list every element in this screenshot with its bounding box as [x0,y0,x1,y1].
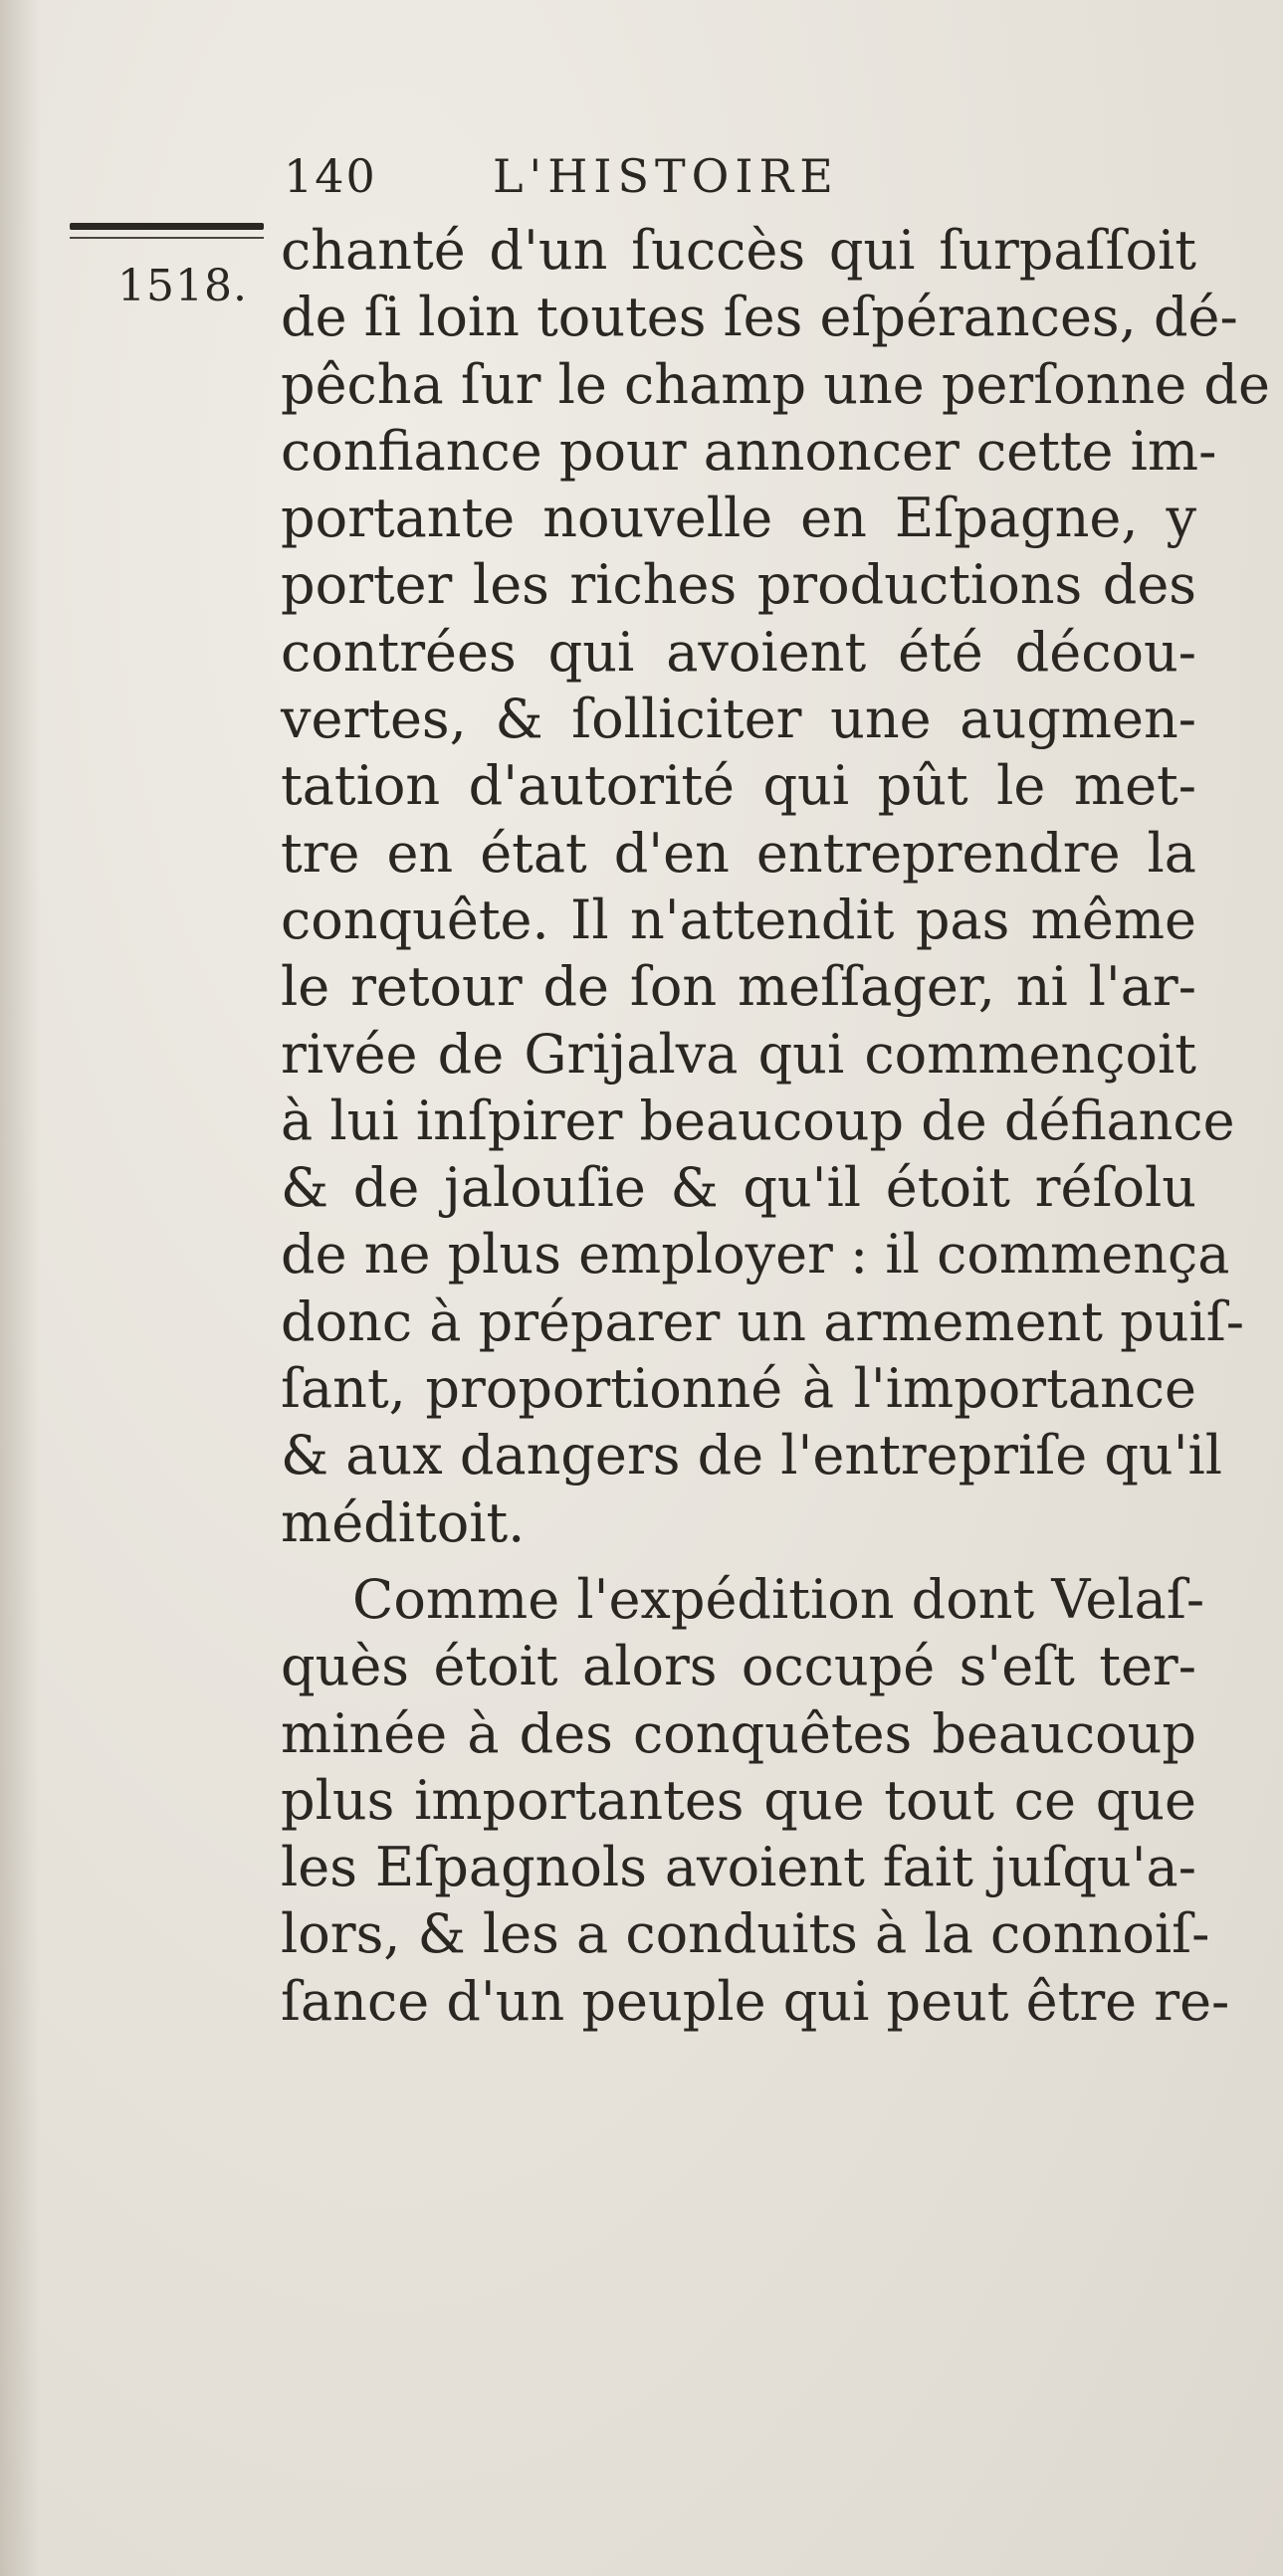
text-line: minée à des conquêtes beaucoup [281,1701,1196,1765]
text-line: le retour de ſon meſſager, ni l'ar- [281,955,1196,1019]
body-text [281,217,1270,2035]
running-title: L'HISTOIRE [493,149,839,203]
gutter-shadow [0,0,40,2576]
text-line: quès étoit alors occupé s'eſt ter- [281,1635,1196,1698]
text-line: chanté d'un ſuccès qui ſurpaſſoit [281,219,1196,282]
text-line: ſant, proportionné à l'importance [281,1357,1196,1421]
text-line: les Eſpagnols avoient fait juſqu'a- [281,1836,1196,1899]
text-line: conquête. Il n'attendit pas même [281,888,1196,951]
margin-rule [70,223,264,230]
text-line: pêcha ſur le champ une perſonne de [281,352,1270,416]
text-line: de ne plus employer : il commença [281,1223,1230,1287]
paragraph-1 [281,217,1270,1556]
text-line: à lui inſpirer beaucoup de défiance [281,1089,1235,1152]
text-line: & aux dangers de l'entrepriſe qu'il [281,1424,1223,1487]
text-line: portante nouvelle en Eſpagne, y [281,487,1196,550]
text-line: vertes, & ſolliciter une augmen- [281,688,1196,751]
page-number: 140 [284,149,377,203]
text-line: ſance d'un peuple qui peut être re- [281,1969,1230,2033]
text-line: tation d'autorité qui pût le met- [281,754,1196,818]
paragraph-gap [281,1556,1196,1566]
text-line: contrées qui avoient été décou- [281,620,1196,684]
text-line: Comme l'expédition dont Velaſ- [352,1567,1205,1631]
text-line: plus importantes que tout ce que [281,1768,1196,1832]
text-line: confiance pour annoncer cette im- [281,419,1217,483]
paragraph-2 [281,1566,1230,2035]
text-line: tre en état d'en entreprendre la [281,821,1196,885]
margin-year-note: 1518. [117,261,248,311]
text-line: de ſi loin toutes ſes eſpérances, dé- [281,286,1238,349]
text-line: rivée de Grijalva qui commençoit [281,1022,1196,1086]
margin-rule-thin [70,237,264,239]
text-line: lors, & les a conduits à la connoiſ- [281,1902,1210,1966]
text-line: & de jalouſie & qu'il étoit réſolu [281,1156,1196,1220]
text-line: méditoit. [281,1490,526,1554]
text-line: donc à préparer un armement puiſ- [281,1289,1245,1353]
text-line: porter les riches productions des [281,553,1196,617]
